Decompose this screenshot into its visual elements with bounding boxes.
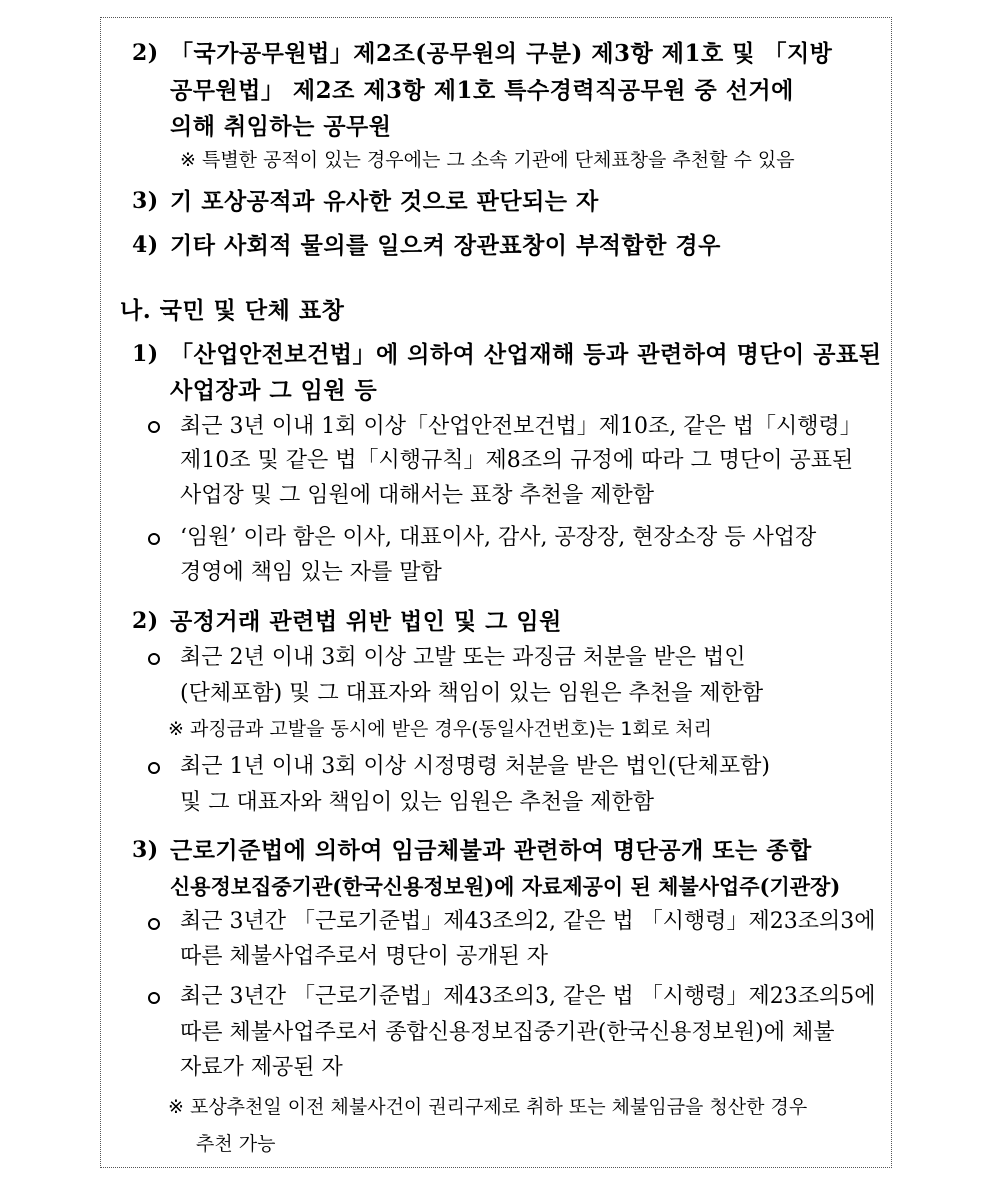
- na-3-bullet-2-line-1: 최근 3년간 「근로기준법」제43조의3, 같은 법 「시행령」제23조의5에: [180, 984, 876, 1009]
- na-1-bullet-1-line-1: 최근 3년 이내 1회 이상「산업안전보건법」제10조, 같은 법「시행령」: [180, 414, 862, 439]
- item-4-text: 기타 사회적 물의를 일으켜 장관표창이 부적합한 경우: [170, 232, 721, 259]
- na-2-bullet-2-line-2: 및 그 대표자와 책임이 있는 임원은 추천을 제한함: [180, 790, 654, 815]
- na-item-3-line-1: 근로기준법에 의하여 임금체불과 관련하여 명단공개 또는 종합: [170, 837, 812, 864]
- item-2-line-3: 의해 취임하는 공무원: [170, 113, 392, 140]
- na-3-bullet-2-line-2: 따른 체불사업주로서 종합신용정보집중기관(한국신용정보원)에 체불: [180, 1020, 835, 1045]
- item-number-2: 2): [132, 40, 159, 66]
- bullet-circle-icon: [148, 992, 160, 1004]
- na-3-note-line-1: ※ 포상추천일 이전 체불사건이 권리구제로 취하 또는 체불임금을 청산한 경우: [168, 1096, 808, 1118]
- na-3-note-line-2: 추천 가능: [196, 1133, 276, 1155]
- item-number-3: 3): [132, 188, 159, 214]
- na-item-number-3: 3): [132, 837, 159, 863]
- na-item-1-line-2: 사업장과 그 임원 등: [170, 377, 378, 404]
- na-1-bullet-1-line-3: 사업장 및 그 임원에 대해서는 표창 추천을 제한함: [180, 483, 654, 508]
- item-2-line-1: 「국가공무원법」제2조(공무원의 구분) 제3항 제1호 및 「지방: [170, 40, 833, 67]
- item-2-line-2: 공무원법」 제2조 제3항 제1호 특수경력직공무원 중 선거에: [170, 77, 794, 104]
- na-1-bullet-2-line-2: 경영에 책임 있는 자를 말함: [180, 560, 442, 585]
- na-item-2-title: 공정거래 관련법 위반 법인 및 그 임원: [170, 608, 562, 635]
- bullet-circle-icon: [148, 421, 160, 433]
- na-item-1-line-1: 「산업안전보건법」에 의하여 산업재해 등과 관련하여 명단이 공표된: [170, 341, 882, 368]
- na-2-note: ※ 과징금과 고발을 동시에 받은 경우(동일사건번호)는 1회로 처리: [168, 718, 712, 740]
- na-2-bullet-1-line-2: (단체포함) 및 그 대표자와 책임이 있는 임원은 추천을 제한함: [180, 681, 764, 706]
- na-3-bullet-2-line-3: 자료가 제공된 자: [180, 1055, 343, 1080]
- na-1-bullet-1-line-2: 제10조 및 같은 법「시행규칙」제8조의 규정에 따라 그 명단이 공표된: [180, 448, 854, 473]
- na-3-bullet-1-line-2: 따른 체불사업주로서 명단이 공개된 자: [180, 944, 549, 969]
- item-2-note: ※ 특별한 공적이 있는 경우에는 그 소속 기관에 단체표창을 추천할 수 있음: [180, 149, 795, 171]
- bullet-circle-icon: [148, 762, 160, 774]
- na-3-bullet-1-line-1: 최근 3년간 「근로기준법」제43조의2, 같은 법 「시행령」제23조의3에: [180, 909, 876, 934]
- na-item-3-line-2: 신용정보집중기관(한국신용정보원)에 자료제공이 된 체불사업주(기관장): [170, 874, 841, 899]
- na-item-number-2: 2): [132, 608, 159, 634]
- na-2-bullet-2-line-1: 최근 1년 이내 3회 이상 시정명령 처분을 받은 법인(단체포함): [180, 754, 770, 779]
- na-1-bullet-2-line-1: ‘임원’ 이라 함은 이사, 대표이사, 감사, 공장장, 현장소장 등 사업장: [180, 525, 817, 550]
- item-3-text: 기 포상공적과 유사한 것으로 판단되는 자: [170, 188, 599, 215]
- na-2-bullet-1-line-1: 최근 2년 이내 3회 이상 고발 또는 과징금 처분을 받은 법인: [180, 645, 746, 670]
- item-number-4: 4): [132, 232, 159, 258]
- bullet-circle-icon: [148, 533, 160, 545]
- bullet-circle-icon: [148, 653, 160, 665]
- section-heading-na: 나. 국민 및 단체 표창: [120, 297, 345, 324]
- bullet-circle-icon: [148, 918, 160, 930]
- na-item-number-1: 1): [132, 341, 159, 367]
